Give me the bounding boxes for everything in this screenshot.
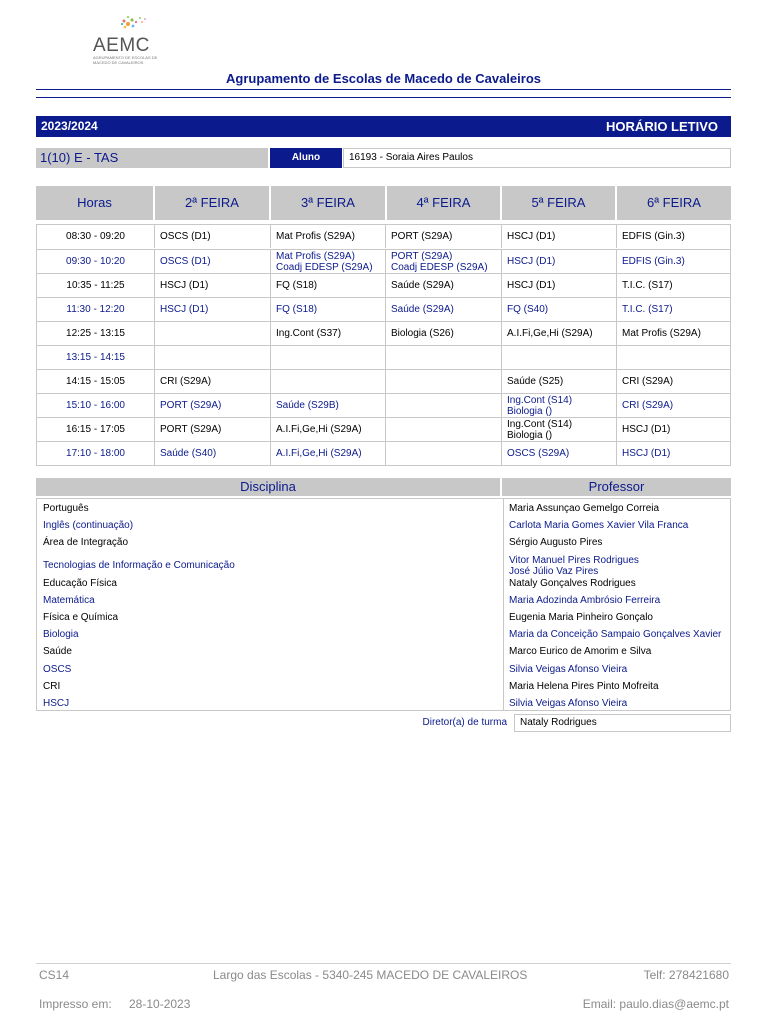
lesson-cell (616, 418, 730, 441)
lesson-cell (501, 394, 616, 417)
cell-text: T.I.C. (S17) (622, 280, 673, 291)
cell-text: PORT (S29A) (391, 251, 453, 262)
lesson-cell (501, 274, 616, 297)
teacher-name (509, 555, 729, 577)
school-name: Agrupamento de Escolas de Macedo de Cavaleiros (226, 71, 541, 86)
schedule-table (36, 224, 731, 466)
time-slot-cell (37, 346, 154, 369)
cell-text: FQ (S18) (276, 304, 318, 315)
discipline-name: OSCS (43, 663, 72, 675)
teacher-line: Vitor Manuel Pires Rodrigues (509, 554, 639, 566)
lesson-cell (501, 250, 616, 273)
discipline-name: Educação Física (43, 577, 117, 589)
cell-text: OSCS (D1) (160, 231, 211, 242)
lesson-cell (385, 322, 501, 345)
teacher-line: Maria da Conceição Sampaio Gonçalves Xavier (509, 629, 722, 641)
cell-text: PORT (S29A) (160, 400, 222, 411)
cell-text: Ing.Cont (S14) (507, 419, 573, 430)
teacher-name (509, 503, 729, 514)
cell-text: FQ (S18) (276, 280, 318, 291)
cell-text: PORT (S29A) (160, 424, 222, 435)
lesson-cell (501, 298, 616, 321)
cell-text: FQ (S40) (507, 304, 549, 315)
cell-text: Biologia () (507, 406, 553, 417)
cell-text: 08:30 - 09:20 (66, 231, 125, 242)
time-slot-cell (37, 370, 154, 393)
lesson-cell (154, 298, 270, 321)
lesson-cell (616, 298, 730, 321)
schedule-row (37, 249, 730, 273)
schedule-row (37, 225, 730, 249)
column-header: 6ª FEIRA (617, 186, 731, 220)
cell-text: A.I.Fi,Ge,Hi (S29A) (276, 424, 362, 435)
cell-text: Mat Profis (S29A) (622, 328, 701, 339)
cell-text: CRI (S29A) (160, 376, 212, 387)
schedule-row (37, 297, 730, 321)
lesson-cell (501, 370, 616, 393)
lesson-cell (154, 370, 270, 393)
schedule-row (37, 369, 730, 393)
lesson-cell (154, 346, 270, 369)
footer-divider (36, 963, 731, 964)
cell-text: 13:15 - 14:15 (66, 352, 125, 363)
lesson-cell (616, 250, 730, 273)
lesson-cell (385, 394, 501, 417)
lesson-cell (154, 442, 270, 465)
lesson-cell (270, 274, 385, 297)
teacher-line: Maria Assunçao Gemelgo Correia (509, 503, 660, 514)
time-slot-cell (37, 394, 154, 417)
cell-text: A.I.Fi,Ge,Hi (S29A) (507, 328, 593, 339)
cell-text: 10:35 - 11:25 (66, 280, 125, 291)
time-slot-cell (37, 274, 154, 297)
teacher-name (509, 681, 729, 692)
column-header: 4ª FEIRA (387, 186, 500, 220)
cell-text: OSCS (D1) (160, 256, 211, 267)
cell-text: HSCJ (D1) (622, 448, 671, 459)
teacher-name (509, 520, 729, 531)
cell-text: CRI (S29A) (622, 376, 674, 387)
discipline-name: Área de Integração (43, 537, 129, 549)
lesson-cell (616, 225, 730, 248)
lesson-cell (385, 274, 501, 297)
lesson-cell (270, 346, 385, 369)
teacher-line: Silvia Veigas Afonso Vieira (509, 698, 628, 709)
time-slot-cell (37, 442, 154, 465)
lesson-cell (270, 322, 385, 345)
cell-text: HSCJ (D1) (160, 304, 209, 315)
teacher-name (509, 664, 729, 675)
cell-text: Biologia () (507, 430, 553, 441)
school-year: 2023/2024 (36, 116, 587, 137)
lesson-cell (385, 225, 501, 248)
cell-text: OSCS (S29A) (507, 448, 570, 459)
cell-text: Saúde (S40) (160, 448, 217, 459)
cell-text: Saúde (S29A) (391, 304, 454, 315)
cell-text: Biologia (S26) (391, 328, 454, 339)
teacher-line: Sérgio Augusto Pires (509, 537, 603, 549)
cell-text: Ing.Cont (S14) (507, 395, 573, 406)
lesson-cell (501, 346, 616, 369)
lesson-cell (154, 394, 270, 417)
cell-text: Saúde (S29B) (276, 400, 339, 411)
printed-date: 28-10-2023 (129, 997, 191, 1011)
teacher-name (509, 537, 729, 548)
cell-text: Coadj EDESP (S29A) (391, 262, 488, 273)
lesson-cell (154, 274, 270, 297)
lesson-cell (270, 298, 385, 321)
disciplina-header: Disciplina (36, 478, 500, 496)
teacher-line: Silvia Veigas Afonso Vieira (509, 663, 628, 675)
footer-email: Email: paulo.dias@aemc.pt (582, 997, 729, 1011)
lesson-cell (154, 322, 270, 345)
schedule-row (37, 417, 730, 441)
cell-text: Saúde (S25) (507, 376, 564, 387)
lesson-cell (270, 225, 385, 248)
column-divider (503, 499, 504, 710)
cell-text: HSCJ (D1) (622, 424, 671, 435)
column-header: Horas (36, 186, 153, 220)
discipline-name: Física e Química (43, 612, 119, 623)
cell-text: 09:30 - 10:20 (66, 256, 125, 267)
lesson-cell (385, 370, 501, 393)
teacher-name (509, 698, 729, 709)
lesson-cell (154, 250, 270, 273)
schedule-type: HORÁRIO LETIVO (584, 116, 731, 137)
schedule-row (37, 273, 730, 297)
teacher-line: Nataly Gonçalves Rodrigues (509, 577, 636, 589)
teacher-line: Maria Adozinda Ambrósio Ferreira (509, 594, 661, 606)
lesson-cell (270, 418, 385, 441)
column-header: 2ª FEIRA (155, 186, 269, 220)
logo-flower-icon (118, 14, 154, 36)
discipline-name: Inglês (continuação) (43, 520, 134, 532)
cell-text: 15:10 - 16:00 (66, 400, 125, 411)
lesson-cell (385, 418, 501, 441)
school-logo (88, 14, 158, 64)
discipline-name: CRI (43, 680, 61, 692)
time-slot-cell (37, 250, 154, 273)
teacher-name (509, 578, 729, 589)
cell-text: HSCJ (D1) (507, 280, 556, 291)
lesson-cell (501, 225, 616, 248)
lesson-cell (270, 370, 385, 393)
time-slot-cell (37, 418, 154, 441)
discipline-name: Tecnologias de Informação e Comunicação (43, 559, 235, 571)
cell-text: Ing.Cont (S37) (276, 328, 342, 339)
lesson-cell (385, 346, 501, 369)
cell-text: Mat Profis (S29A) (276, 251, 355, 262)
printed-label: Impresso em: (39, 997, 112, 1011)
teacher-line: Carlota Maria Gomes Xavier Vila Franca (509, 520, 689, 532)
disciplines-table (36, 498, 731, 711)
lesson-cell (385, 298, 501, 321)
discipline-name: Biologia (43, 629, 79, 641)
teacher-name (509, 646, 729, 657)
cell-text: HSCJ (D1) (507, 256, 556, 267)
lesson-cell (385, 442, 501, 465)
cell-text: 16:15 - 17:05 (66, 424, 125, 435)
lesson-cell (270, 442, 385, 465)
time-slot-cell (37, 225, 154, 248)
teacher-name (509, 595, 729, 606)
footer-phone: Telf: 278421680 (643, 968, 729, 982)
schedule-row (37, 393, 730, 417)
header-divider (36, 97, 731, 98)
cell-text: A.I.Fi,Ge,Hi (S29A) (276, 448, 362, 459)
schedule-row (37, 441, 730, 465)
cell-text: HSCJ (D1) (507, 231, 556, 242)
schedule-row (37, 345, 730, 369)
teacher-name (509, 629, 729, 640)
class-director-label: Diretor(a) de turma (422, 717, 507, 728)
header-divider (36, 89, 731, 90)
time-slot-cell (37, 298, 154, 321)
lesson-cell (616, 346, 730, 369)
footer-code: CS14 (39, 968, 70, 982)
discipline-name: Matemática (43, 594, 95, 606)
lesson-cell (501, 418, 616, 441)
cell-text: Coadj EDESP (S29A) (276, 262, 373, 273)
cell-text: EDFIS (Gin.3) (622, 256, 685, 267)
lesson-cell (154, 225, 270, 248)
lesson-cell (270, 250, 385, 273)
lesson-cell (385, 250, 501, 273)
cell-text: HSCJ (D1) (160, 280, 209, 291)
class-name: 1(10) E - TAS (36, 148, 268, 168)
lesson-cell (616, 322, 730, 345)
lesson-cell (616, 394, 730, 417)
column-header: 5ª FEIRA (502, 186, 615, 220)
professor-header: Professor (502, 478, 731, 496)
cell-text: PORT (S29A) (391, 231, 453, 242)
cell-text: Saúde (S29A) (391, 280, 454, 291)
cell-text: 17:10 - 18:00 (66, 448, 125, 459)
logo-subtext: AGRUPAMENTO DE ESCOLAS DE MACEDO DE CAVALEIROS (93, 55, 158, 65)
column-header: 3ª FEIRA (271, 186, 385, 220)
cell-text: 14:15 - 15:05 (66, 376, 125, 387)
time-slot-cell (37, 322, 154, 345)
footer-address: Largo das Escolas - 5340-245 MACEDO DE CAVALEIROS (213, 968, 528, 982)
class-director-value: Nataly Rodrigues (514, 714, 731, 732)
cell-text: 12:25 - 13:15 (66, 328, 125, 339)
teacher-line: Eugenia Maria Pinheiro Gonçalo (509, 612, 653, 623)
teacher-name (509, 612, 729, 623)
cell-text: T.I.C. (S17) (622, 304, 673, 315)
lesson-cell (501, 442, 616, 465)
lesson-cell (154, 418, 270, 441)
discipline-name: HSCJ (43, 698, 70, 709)
discipline-name: Português (43, 503, 89, 514)
teacher-line: Marco Eurico de Amorim e Silva (509, 646, 652, 658)
student-value: 16193 - Soraia Aires Paulos (343, 148, 731, 168)
schedule-row (37, 321, 730, 345)
cell-text: Mat Profis (S29A) (276, 231, 355, 242)
student-label: Aluno (270, 148, 342, 168)
lesson-cell (616, 370, 730, 393)
teacher-line: Maria Helena Pires Pinto Mofreita (509, 680, 659, 692)
discipline-name: Saúde (43, 646, 72, 658)
lesson-cell (616, 274, 730, 297)
teacher-line: José Júlio Vaz Pires (509, 565, 599, 577)
logo-text: AEMC (93, 35, 150, 56)
cell-text: 11:30 - 12:20 (66, 304, 125, 315)
lesson-cell (501, 322, 616, 345)
lesson-cell (270, 394, 385, 417)
cell-text: EDFIS (Gin.3) (622, 231, 685, 242)
lesson-cell (616, 442, 730, 465)
cell-text: CRI (S29A) (622, 400, 674, 411)
